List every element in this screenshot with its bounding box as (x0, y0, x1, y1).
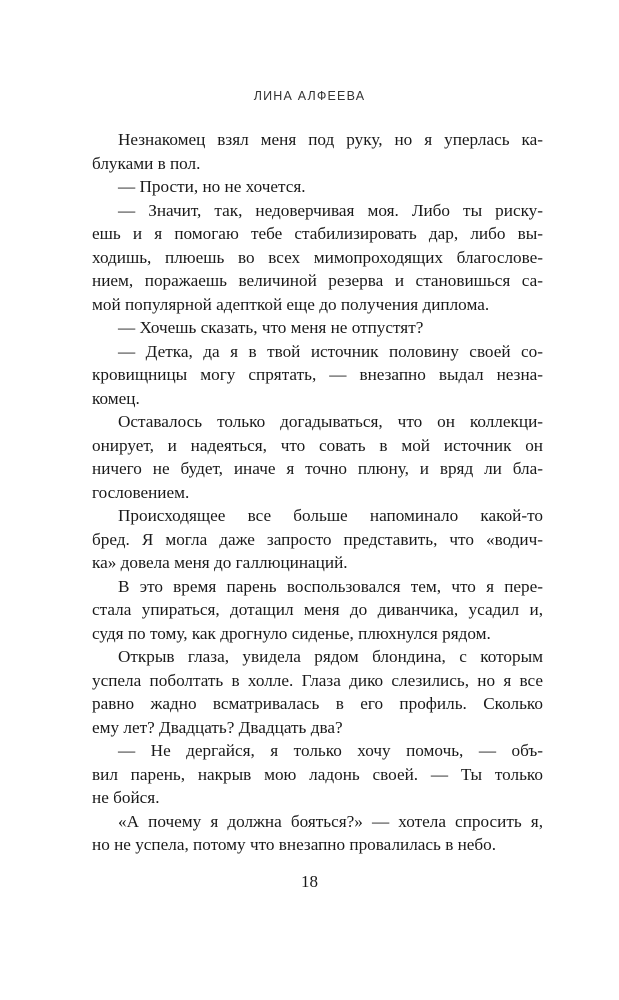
text-line: — Детка, да я в твой источник половину своей со- (118, 341, 543, 361)
text-line: судя по тому, как дрогнуло сиденье, плюхнулся рядом. (92, 623, 491, 643)
text-line: онирует, и надеяться, что совать в мой источник он (92, 435, 543, 455)
text-line: стала упираться, дотащил меня до диванчика, усадил и, (92, 600, 543, 619)
text-line: равно жадно всматривалась в его профиль. Сколько (92, 694, 543, 713)
text-line: «А почему я должна бояться?» — хотела спросить я, (118, 811, 543, 831)
text-line: мой популярной адепткой еще до получения диплома. (92, 294, 490, 314)
text-line: ешь и я помогаю тебе стабилизировать дар, либо вы- (92, 224, 543, 243)
text-line: бред. Я могла даже запросто представить, что «водич- (92, 529, 543, 549)
text-line: успела поболтать в холле. Глаза дико слезились, но я все (92, 670, 543, 690)
text-line: — Значит, так, недоверчивая моя. Либо ты риску- (118, 200, 543, 220)
body-text (92, 128, 543, 857)
page-number: 18 (301, 872, 318, 891)
text-line: ему лет? Двадцать? Двадцать два? (92, 717, 343, 737)
text-line: блуками в пол. (92, 153, 201, 173)
text-line: Оставалось только догадываться, что он коллекци- (118, 412, 543, 431)
text-line: Открыв глаза, увидела рядом блондина, с которым (118, 647, 543, 666)
text-line: Незнакомец взял меня под руку, но я уперлась ка- (118, 130, 543, 149)
text-line: вил парень, накрыв мою ладонь своей. — Ты только (92, 764, 543, 784)
text-line: не бойся. (92, 788, 160, 807)
text-line: Происходящее все больше напоминало какой-то (118, 506, 543, 525)
text-line: ка» довела меня до галлюцинаций. (92, 553, 348, 572)
text-line: ничего не будет, иначе я точно плюну, и вряд ли бла- (92, 459, 543, 478)
text-line: — Не дергайся, я только хочу помочь, — объ- (118, 741, 543, 760)
text-line: комец. (92, 388, 140, 408)
running-title: ЛИНА АЛФЕЕВА (253, 89, 366, 103)
text-line: нием, поражаешь величиной резерва и становишься са- (92, 271, 543, 290)
text-line: кровищницы могу спрятать, — внезапно выдал незна- (92, 365, 543, 384)
text-line: но не успела, потому что внезапно провалилась в небо. (92, 835, 497, 854)
text-line: В это время парень воспользовался тем, что я пере- (118, 576, 543, 596)
text-line: гословением. (92, 482, 190, 502)
text-line: ходишь, плюешь во всех мимопроходящих благослове- (92, 247, 543, 267)
text-line: — Хочешь сказать, что меня не отпустят? (118, 318, 424, 337)
text-line: — Прости, но не хочется. (118, 177, 306, 196)
